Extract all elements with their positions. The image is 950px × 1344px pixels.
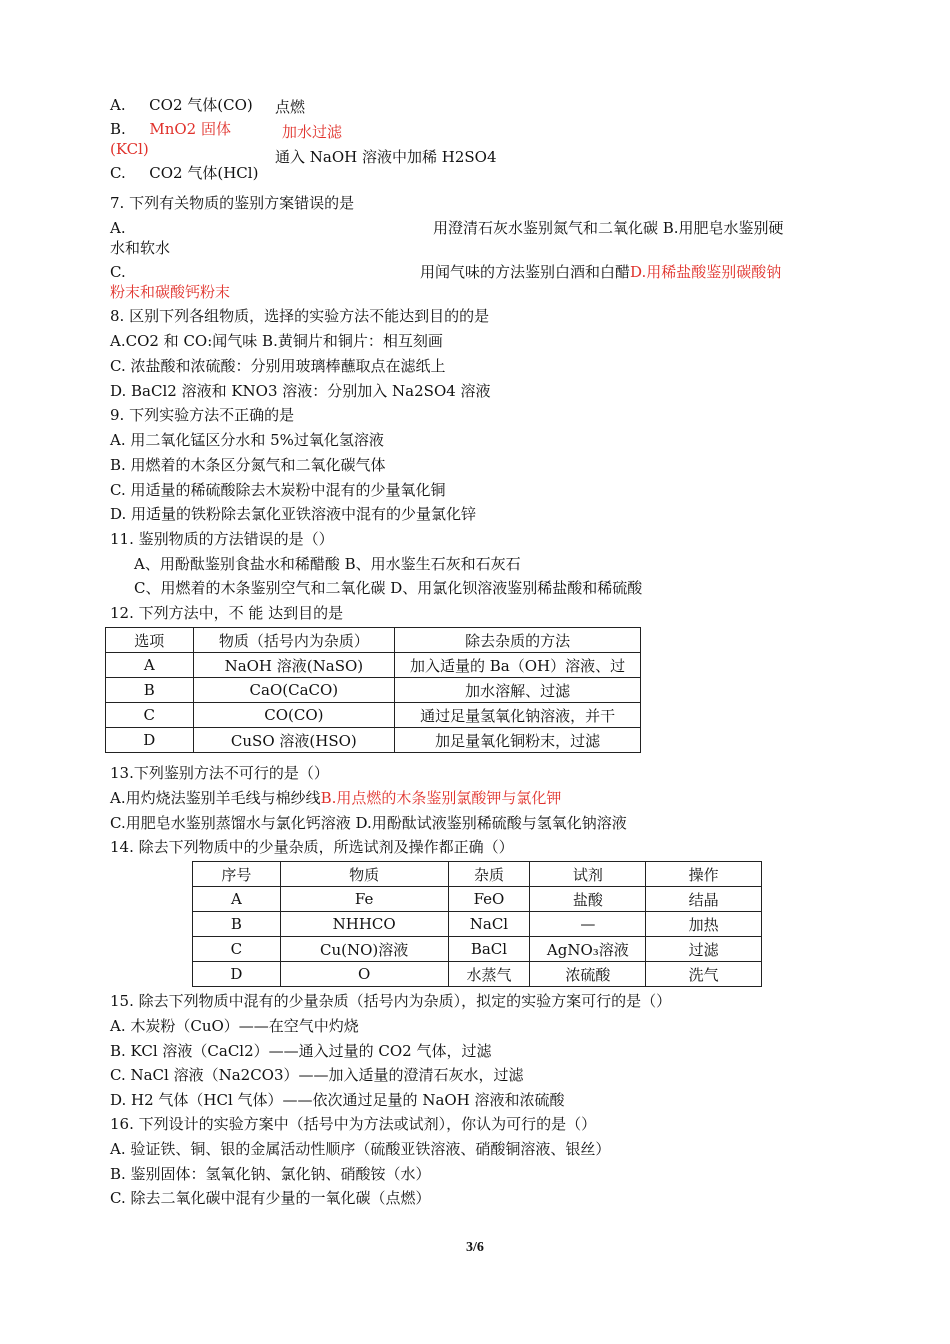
q13-b: B.用点燃的木条鉴别氯酸钾与氯化钾 — [320, 789, 562, 807]
table-cell: 通过足量氢氧化钠溶液，并干 — [395, 703, 641, 728]
q6-b-method: 加水过滤 — [282, 123, 343, 141]
q6-option-c — [110, 163, 258, 183]
q15-b: B. KCl 溶液（CaCl2）——通入过量的 CO2 气体，过滤 — [110, 1042, 492, 1060]
table-cell: B — [106, 678, 194, 703]
table-cell: A — [106, 653, 194, 678]
table-cell: 洗气 — [646, 962, 762, 987]
q6-c-method: 通入 NaOH 溶液中加稀 H2SO4 — [275, 148, 497, 166]
q6-b-letter: B. — [110, 120, 126, 138]
q6-option-a — [110, 95, 253, 115]
q9-c: C. 用适量的稀硫酸除去木炭粉中混有的少量氧化铜 — [110, 481, 446, 499]
q6-c-substance: CO2 气体(HCl) — [149, 164, 259, 182]
q6-a-method: 点燃 — [275, 98, 306, 116]
q11-stem: 11. 鉴别物质的方法错误的是（） — [110, 530, 334, 548]
table-cell: NHHCO — [280, 912, 448, 937]
table-row — [106, 703, 641, 728]
table-cell: Fe — [280, 887, 448, 912]
header-cell: 除去杂质的方法 — [395, 628, 641, 653]
table-cell: 加入适量的 Ba（OH）溶液、过 — [395, 653, 641, 678]
q11-cd: C、用燃着的木条鉴别空气和二氧化碳 D、用氯化钡溶液鉴别稀盐酸和稀硫酸 — [134, 579, 643, 597]
header-cell: 物质 — [280, 862, 448, 887]
q15-a: A. 木炭粉（CuO）——在空气中灼烧 — [110, 1017, 359, 1035]
q9-d: D. 用适量的铁粉除去氯化亚铁溶液中混有的少量氯化锌 — [110, 505, 477, 523]
table-cell: 加水溶解、过滤 — [395, 678, 641, 703]
q6-option-b — [110, 119, 231, 139]
q6-c-letter: C. — [110, 164, 126, 182]
q15-c: C. NaCl 溶液（Na2CO3）——加入适量的澄清石灰水，过滤 — [110, 1066, 524, 1084]
table-cell: 盐酸 — [530, 887, 646, 912]
page-number: 3/6 — [466, 1240, 484, 1255]
q13-a: A.用灼烧法鉴别羊毛线与棉纱线 — [110, 789, 321, 807]
table-cell: CO(CO) — [193, 703, 395, 728]
q7-d-text: D.用稀盐酸鉴别碳酸钠 — [630, 263, 782, 281]
table-cell: 过滤 — [646, 937, 762, 962]
table-cell: D — [106, 728, 194, 753]
table-cell: 结晶 — [646, 887, 762, 912]
q8-stem: 8. 区别下列各组物质，选择的实验方法不能达到目的的是 — [110, 307, 490, 325]
table-cell: 加热 — [646, 912, 762, 937]
q7-c-text: 用闻气味的方法鉴别白酒和白醋 — [420, 263, 631, 281]
header-cell: 操作 — [646, 862, 762, 887]
table-cell: NaCl — [448, 912, 530, 937]
table-cell: 水蒸气 — [448, 962, 530, 987]
q6-a-letter: A. — [110, 96, 126, 114]
q11-ab: A、用酚酞鉴别食盐水和稀醋酸 B、用水鉴生石灰和石灰石 — [134, 555, 521, 573]
q12-stem: 12. 下列方法中，不 能 达到目的是 — [110, 604, 344, 622]
header-cell: 物质（括号内为杂质） — [193, 628, 395, 653]
header-cell: 杂质 — [448, 862, 530, 887]
header-cell: 选项 — [106, 628, 194, 653]
table-header-row — [106, 628, 641, 653]
table-cell: D — [193, 962, 281, 987]
q7-stem: 7. 下列有关物质的鉴别方案错误的是 — [110, 194, 355, 212]
q14-table — [192, 861, 762, 987]
q12-table — [105, 627, 641, 753]
table-row — [106, 653, 641, 678]
q13-cd: C.用肥皂水鉴别蒸馏水与氯化钙溶液 D.用酚酞试液鉴别稀硫酸与氢氧化钠溶液 — [110, 814, 627, 832]
table-cell: FeO — [448, 887, 530, 912]
table-row — [193, 912, 762, 937]
table-header-row — [193, 862, 762, 887]
table-cell: A — [193, 887, 281, 912]
table-row — [193, 887, 762, 912]
q7-a-text: 用澄清石灰水鉴别氮气和二氧化碳 B.用肥皂水鉴别硬 — [433, 219, 784, 237]
q16-stem: 16. 下列设计的实验方案中（括号中为方法或试剂），你认为可行的是（） — [110, 1115, 597, 1133]
table-cell: C — [193, 937, 281, 962]
q6-b-impurity: (KCl) — [110, 140, 149, 158]
q13-stem: 13.下列鉴别方法不可行的是（） — [110, 764, 329, 782]
q7-c-line — [420, 262, 781, 282]
table-cell: AgNO₃溶液 — [530, 937, 646, 962]
q16-b: B. 鉴别固体：氢氧化钠、氯化钠、硝酸铵（水） — [110, 1165, 431, 1183]
q6-b-substance: MnO2 固体 — [149, 120, 231, 138]
table-cell: 浓硫酸 — [530, 962, 646, 987]
table-row — [193, 937, 762, 962]
q15-d: D. H2 气体（HCl 气体）——依次通过足量的 NaOH 溶液和浓硫酸 — [110, 1091, 565, 1109]
table-cell: CaO(CaCO) — [193, 678, 395, 703]
table-cell: B — [193, 912, 281, 937]
q13-ab — [110, 788, 561, 808]
table-cell: CuSO 溶液(HSO) — [193, 728, 395, 753]
table-cell: — — [530, 912, 646, 937]
header-cell: 序号 — [193, 862, 281, 887]
table-cell: NaOH 溶液(NaSO) — [193, 653, 395, 678]
table-cell: O — [280, 962, 448, 987]
table-row — [106, 728, 641, 753]
q6-a-substance: CO2 气体(CO) — [149, 96, 253, 114]
q7-a-cont: 水和软水 — [110, 239, 171, 257]
table-row — [193, 962, 762, 987]
q7-d-cont: 粉末和碳酸钙粉末 — [110, 283, 231, 301]
q8-ab: A.CO2 和 CO:闻气味 B.黄铜片和铜片：相互刻画 — [110, 332, 443, 350]
q14-stem: 14. 除去下列物质中的少量杂质，所选试剂及操作都正确（） — [110, 838, 514, 856]
q15-stem: 15. 除去下列物质中混有的少量杂质（括号内为杂质），拟定的实验方案可行的是（） — [110, 992, 672, 1010]
table-cell: 加足量氧化铜粉末，过滤 — [395, 728, 641, 753]
q9-a: A. 用二氧化锰区分水和 5%过氧化氢溶液 — [110, 431, 384, 449]
q7-a-letter: A. — [110, 219, 126, 237]
q8-d: D. BaCl2 溶液和 KNO3 溶液：分别加入 Na2SO4 溶液 — [110, 382, 491, 400]
table-cell: C — [106, 703, 194, 728]
q9-stem: 9. 下列实验方法不正确的是 — [110, 406, 295, 424]
table-row — [106, 678, 641, 703]
q8-c: C. 浓盐酸和浓硫酸：分别用玻璃棒蘸取点在滤纸上 — [110, 357, 446, 375]
q16-a: A. 验证铁、铜、银的金属活动性顺序（硫酸亚铁溶液、硝酸铜溶液、银丝） — [110, 1140, 611, 1158]
q7-c-letter: C. — [110, 263, 126, 281]
table-cell: BaCl — [448, 937, 530, 962]
q16-c: C. 除去二氧化碳中混有少量的一氧化碳（点燃） — [110, 1189, 431, 1207]
header-cell: 试剂 — [530, 862, 646, 887]
q9-b: B. 用燃着的木条区分氮气和二氧化碳气体 — [110, 456, 386, 474]
table-cell: Cu(NO)溶液 — [280, 937, 448, 962]
